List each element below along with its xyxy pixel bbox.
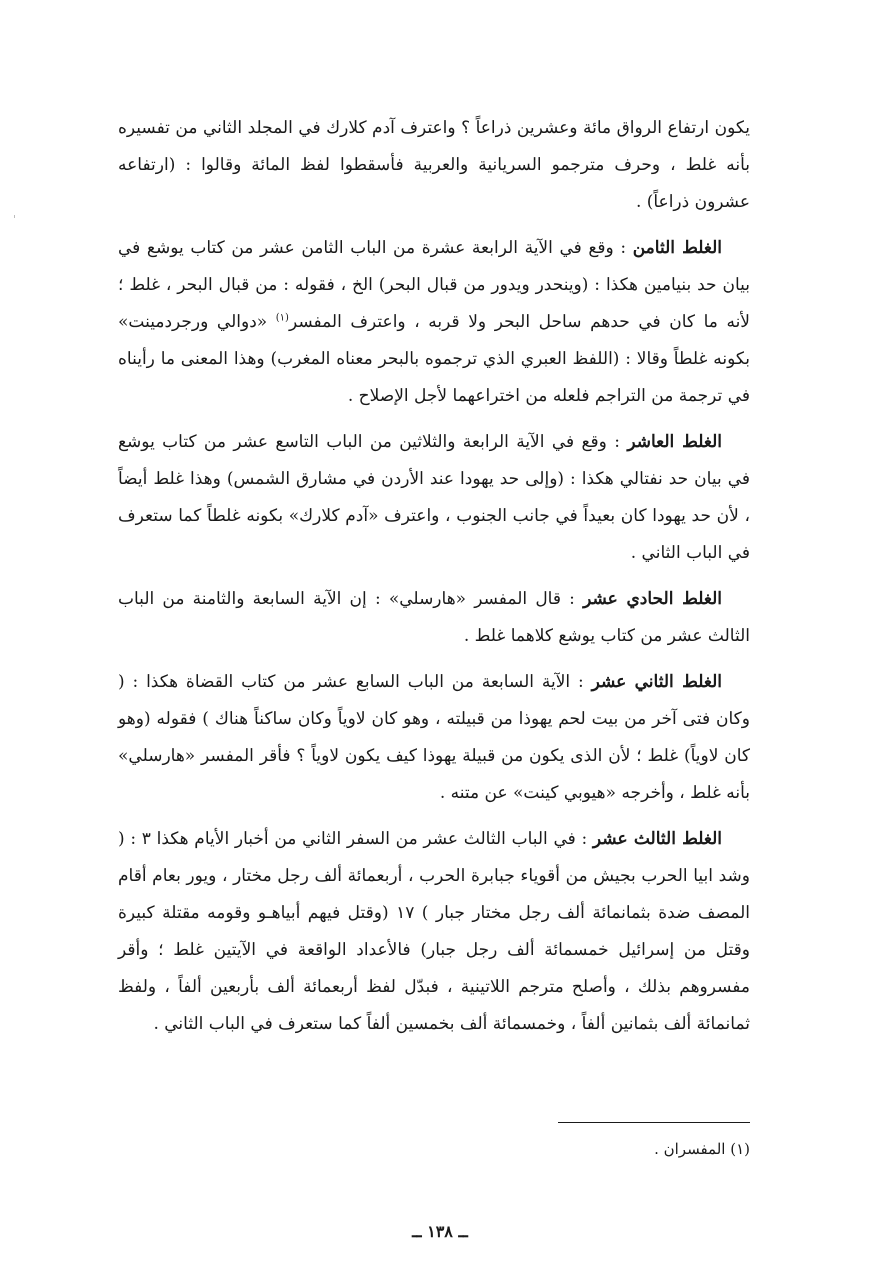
paragraph-error-tenth	[118, 424, 750, 572]
page-edge-mark	[14, 215, 15, 218]
footnote-text: (١) المفسران .	[654, 1140, 750, 1158]
footnote-divider	[558, 1122, 750, 1123]
footnote-reference[interactable]: (١)	[275, 312, 289, 324]
paragraph-heading: الغلط الثاني عشر	[591, 672, 722, 692]
paragraph-heading: الغلط الثامن	[632, 238, 722, 258]
paragraph-text: : قال المفسر «هارسلي» : إن الآية السابعة والثامنة من الباب الثالث عشر من كتاب يوشع كلاهما غلط .	[118, 589, 750, 646]
paragraph-text: : في الباب الثالث عشر من السفر الثاني من أخبار الأيام هكذا ٣ : ( وشد ابيا الحرب بجيش من أقوياء جبابرة الحرب ، أربعمائة ألف رجل مختار ، ويور بعام أقام المصف ضدة بثمانمائة ألف رجل مختار جبار ) ١٧ (وقتل فيهم أبياهـو وقومه مقتلة كبيرة وقتل من إسرائيل خمسمائة ألف رجل جبار) فالأعداد الواقعة في الآيتين غلط ؛ وأقر مفسروهم بذلك ، وأصلح مترجم اللاتينية ، فبدّل لفظ أربعمائة ألف بأربعين ألفاً ، ولفظ ثمانمائة ألف بثمانين ألفاً ، وخمسمائة ألف بخمسين ألفاً كما ستعرف في الباب الثاني .	[118, 829, 751, 1034]
paragraph-error-eighth	[118, 230, 750, 415]
paragraph-error-thirteenth	[118, 821, 750, 1043]
paragraph-error-eleventh	[118, 581, 750, 655]
paragraph-heading: الغلط الحادي عشر	[583, 589, 722, 609]
paragraph-text-continued: «دوالي ورجردمينت» بكونه غلطاً وقالا : (اللفظ العبري الذي ترجموه بالبحر معناه المغرب) وهذا المعنى ما رأيناه في ترجمة من التراجم فلعله من اختراعهما لأجل الإصلاح .	[118, 312, 750, 406]
paragraph-text: : وقع في الآية الرابعة والثلاثين من الباب التاسع عشر من كتاب يوشع في بيان حد نفتالي هكذا : (وإلى حد يهودا عند الأردن في مشارق الشمس) وهذا غلط أيضاً ، لأن حد يهودا كان بعيداً في جانب الجنوب ، واعترف «آدم كلارك» بكونه غلطاً كما ستعرف في الباب الثاني .	[118, 432, 750, 563]
footnote	[654, 1140, 750, 1158]
paragraph-text: : الآية السابعة من الباب السابع عشر من كتاب القضاة هكذا : ( وكان فتى آخر من بيت لحم يهوذا من قبيلته ، وهو كان لاوياً وكان ساكناً هناك ) فقوله (وهو كان لاوياً) غلط ؛ لأن الذى يكون من قبيلة يهوذا كيف يكون لاوياً ؟ فأقر المفسر «هارسلي» بأنه غلط ، وأخرجه «هيوبي كينت» عن متنه .	[118, 672, 750, 803]
page-number: ــ ١٣٨ ــ	[412, 1222, 468, 1241]
paragraph-text: يكون ارتفاع الرواق مائة وعشرين ذراعاً ؟ واعترف آدم كلارك في المجلد الثاني من تفسيره بأنه غلط ، وحرف مترجمو السريانية والعربية فأسقطوا لفظ المائة وقالوا : (ارتفاعه عشرون ذراعاً) .	[118, 118, 750, 212]
page-body	[118, 110, 750, 1052]
paragraph-heading: الغلط العاشر	[627, 432, 722, 452]
paragraph-text: : وقع في الآية الرابعة عشرة من الباب الثامن عشر من كتاب يوشع في بيان حد بنيامين هكذا : (وينحدر ويدور من قبال البحر) الخ ، فقوله : من قبال البحر ، غلط ؛ لأنه ما كان في حدهم ساحل البحر ولا قربه ، واعترف المفسر	[118, 238, 750, 332]
paragraph-heading: الغلط الثالث عشر	[592, 829, 722, 849]
paragraph-continuation	[118, 110, 750, 221]
paragraph-error-twelfth	[118, 664, 750, 812]
